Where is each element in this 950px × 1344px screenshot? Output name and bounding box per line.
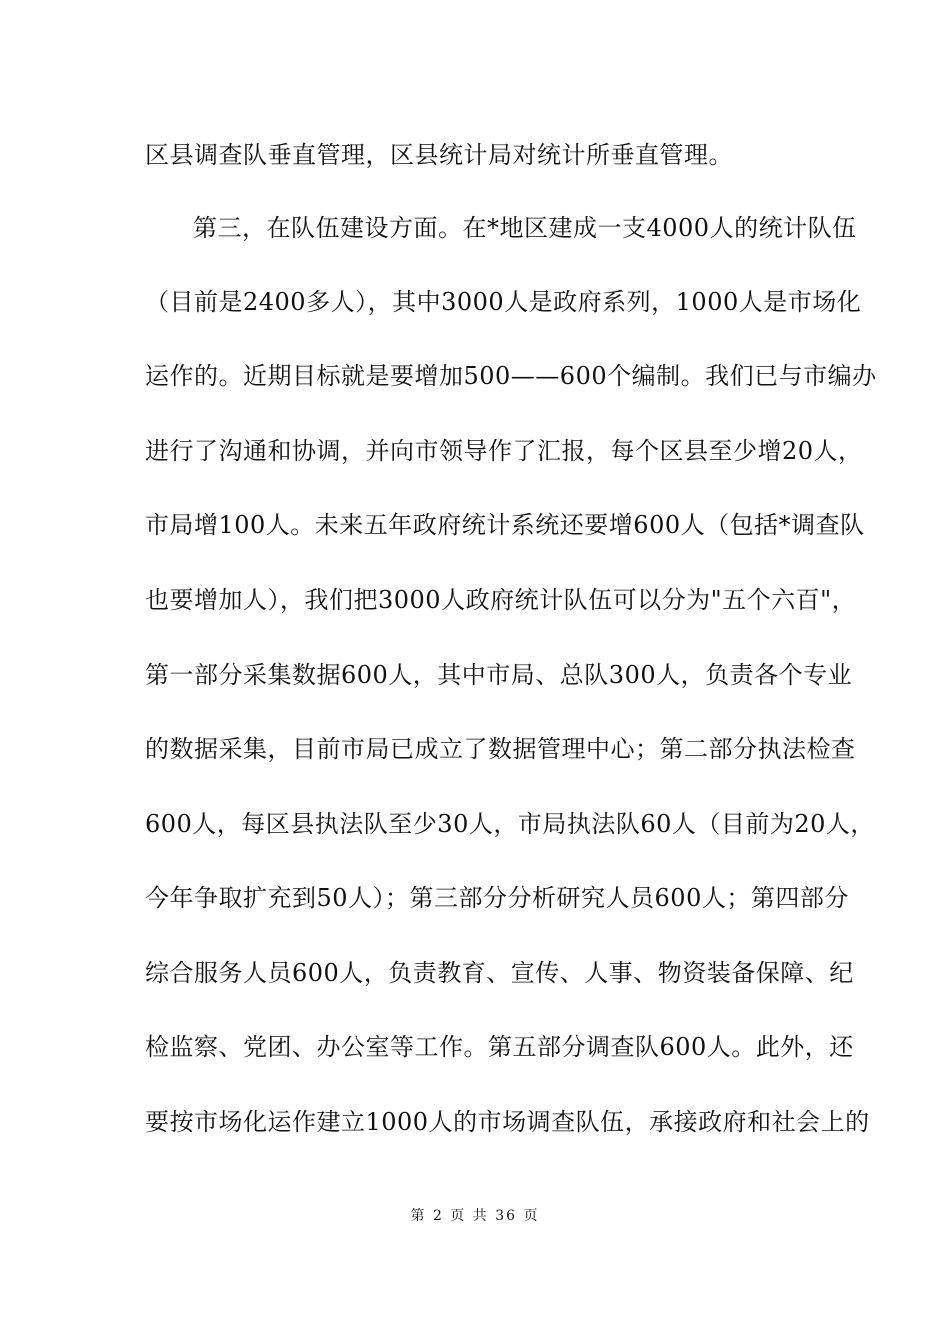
text-line: 综合服务人员600人，负责教育、宣传、人事、物资装备保障、纪 bbox=[145, 959, 854, 987]
text-line: 第三，在队伍建设方面。在*地区建成一支4000人的统计队伍 bbox=[193, 214, 857, 242]
text-line: 区县调查队垂直管理，区县统计局对统计所垂直管理。 bbox=[145, 141, 733, 169]
text-line: 第一部分采集数据600人，其中市局、总队300人，负责各个专业 bbox=[145, 661, 853, 689]
text-line: （目前是2400多人），其中3000人是政府系列，1000人是市场化 bbox=[145, 288, 862, 316]
text-line: 检监察、党团、办公室等工作。第五部分调查队600人。此外，还 bbox=[145, 1033, 854, 1061]
text-line: 今年争取扩充到50人）；第三部分分析研究人员600人；第四部分 bbox=[145, 884, 849, 912]
text-line: 市局增100人。未来五年政府统计系统还要增600人（包括*调查队 bbox=[145, 511, 865, 539]
text-line: 运作的。近期目标就是要增加500——600个编制。我们已与市编办 bbox=[145, 362, 877, 390]
page-number: 第 2 页 共 36 页 bbox=[410, 1208, 540, 1224]
text-line: 进行了沟通和协调，并向市领导作了汇报，每个区县至少增20人， bbox=[145, 437, 863, 465]
text-line: 也要增加人），我们把3000人政府统计队伍可以分为"五个六百"， bbox=[145, 586, 857, 614]
text-line: 要按市场化运作建立1000人的市场调查队伍，承接政府和社会上的 bbox=[145, 1108, 870, 1136]
text-line: 的数据采集，目前市局已成立了数据管理中心；第二部分执法检查 bbox=[145, 735, 856, 763]
text-line: 600人，每区县执法队至少30人，市局执法队60人（目前为20人， bbox=[145, 810, 875, 838]
